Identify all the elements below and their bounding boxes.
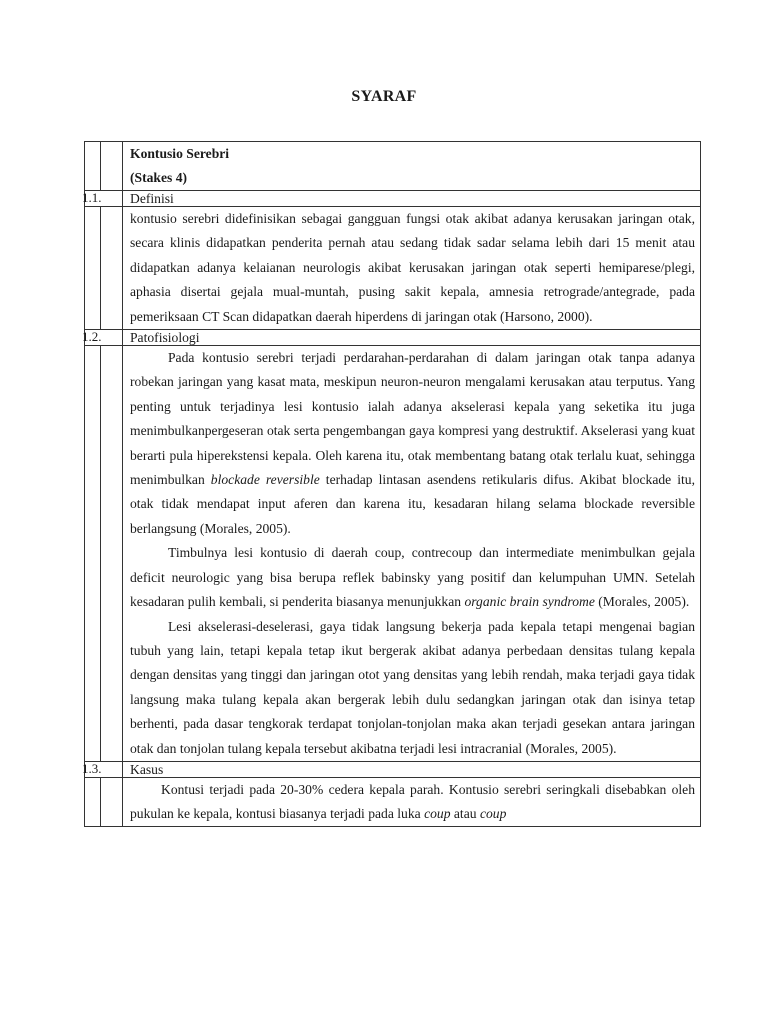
empty-cell: [85, 777, 101, 826]
paragraph: Timbulnya lesi kontusio di daerah coup, contrecoup dan intermediate menimbulkan gejala deficit neurologic yang bisa berupa reflek babinsky yang positif dan kelumpuhan UMN. Setelah kesadaran pulih kembali, si penderita biasanya menunjukkan organic brain syndrome (Morales, 2005).: [130, 545, 695, 610]
section-label-row: [85, 191, 701, 207]
section-body-row: [85, 207, 701, 330]
paragraph: Pada kontusio serebri terjadi perdarahan-perdarahan di dalam jaringan otak tanpa adanya robekan jaringan yang kasat mata, meskipun neuron-neuron mengalami kerusakan atau terputus. Yang penting untuk terjadinya lesi kontusio ialah adanya akselerasi kepala yang seketika itu juga menimbulkanpergeseran otak serta pengembangan gaya kompresi yang destruktif. Akselerasi yang kuat berarti pula hiperekstensi kepala. Oleh karena itu, otak membentang batang otak terlalu kuat, sehingga menimbulkan blockade reversible terhadap lintasan asendens retikularis difus. Akibat blockade itu, otak tidak mendapat input aferen dan karena itu, kesadaran hilang selama blockade reversible berlangsung (Morales, 2005).: [130, 350, 695, 536]
paragraph: Lesi akselerasi-deselerasi, gaya tidak langsung bekerja pada kepala tetapi mengenai bagian tubuh yang lain, tetapi kepala tetap ikut bergerak akibat adanya perbedaan densitas tulang kepala dengan densitas yang tinggi dan jaringan otot yang densitas yang lebih rendah, maka terjadi gaya tidak langsung maka tulang kepala akan bergerak lebih dulu sedangkan jaringan otak dan isinya tetap berhenti, pada dasar tengkorak terdapat tonjolan-tonjolan maka akan terjadi gesekan antara jaringan otak dan tonjolan tulang kepala tersebut akibatna terjadi lesi intracranial (Morales, 2005).: [130, 618, 695, 756]
section-number: 1.1.: [85, 191, 123, 207]
pathophysiology-text: [123, 346, 701, 762]
section-label: Kasus: [123, 761, 701, 777]
content-table: [84, 141, 701, 827]
definition-text: [123, 207, 701, 330]
section-label-row: [85, 761, 701, 777]
topic-title: Kontusio Serebri: [130, 146, 230, 161]
empty-cell: [85, 346, 101, 762]
empty-cell: [85, 142, 101, 191]
section-label-row: [85, 330, 701, 346]
empty-cell: [101, 207, 123, 330]
topic-heading: [123, 142, 701, 191]
empty-cell: [101, 142, 123, 191]
empty-cell: [101, 777, 123, 826]
section-label: Definisi: [123, 191, 701, 207]
page-title: SYARAF: [351, 88, 417, 105]
heading-row: [85, 142, 701, 191]
paragraph: kontusio serebri didefinisikan sebagai gangguan fungsi otak akibat adanya kerusakan jaringan otak, secara klinis didapatkan penderita pernah atau sedang tidak sadar selama lebih dari 15 menit atau didapatkan adanya kelaianan neurologis akibat kerusakan jaringan otak seperti hemiparese/plegi, aphasia disertai gejala mual-muntah, pusing sakit kepala, amnesia retrograde/antegrade, pada pemeriksaan CT Scan didapatkan daerah hiperdens di jaringan otak (Harsono, 2000).: [130, 211, 695, 324]
section-number: 1.2.: [85, 330, 123, 346]
case-text: [123, 777, 701, 826]
section-number: 1.3.: [85, 761, 123, 777]
empty-cell: [85, 207, 101, 330]
section-body-row: [85, 346, 701, 762]
paragraph: Kontusi terjadi pada 20-30% cedera kepala parah. Kontusio serebri seringkali disebabkan oleh pukulan ke kepala, kontusi biasanya terjadi pada luka coup atau coup: [130, 781, 695, 822]
section-label: Patofisiologi: [123, 330, 701, 346]
empty-cell: [101, 346, 123, 762]
topic-subtitle: (Stakes 4): [130, 170, 188, 185]
section-body-row: [85, 777, 701, 826]
